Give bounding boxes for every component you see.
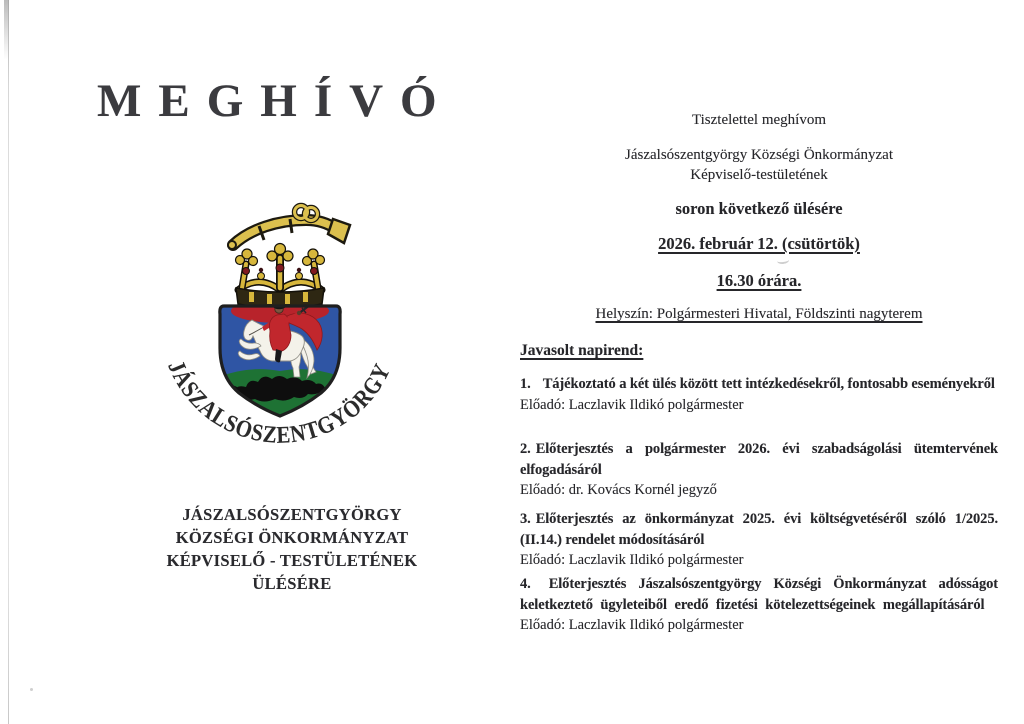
agenda-item-presenter: Előadó: Laczlavik Ildikó polgármester xyxy=(520,617,744,633)
crest-curved-text: JÁSZALSÓSZENTGYÖRGY xyxy=(162,357,398,450)
agenda-item-title: 2. Előterjesztés a polgármester 2026. évi szabadságolási ütemtervének elfogadásáról xyxy=(520,441,998,478)
hunting-horn-icon xyxy=(228,206,350,250)
agenda-item-number: 1. xyxy=(520,376,531,392)
agenda-item-number: 3. xyxy=(520,511,531,527)
salutation: Tisztelettel meghívom xyxy=(691,112,827,128)
scan-artifact-line xyxy=(8,0,9,724)
org-line-4: ÜLÉSÉRE xyxy=(252,574,332,593)
agenda-item-2 xyxy=(520,439,998,501)
agenda-item-presenter: Előadó: dr. Kovács Kornél jegyző xyxy=(520,482,717,498)
meeting-type: soron következő ülésére xyxy=(675,199,843,218)
coat-of-arms xyxy=(156,200,402,452)
agenda-item-presenter: Előadó: Laczlavik Ildikó polgármester xyxy=(520,396,744,413)
agenda-heading: Javasolt napirend: xyxy=(520,342,644,359)
agenda-item-number: 4. xyxy=(520,576,531,592)
meeting-date: 2026. február 12. (csütörtök) xyxy=(658,234,860,253)
meeting-time: 16.30 órára. xyxy=(716,271,802,290)
invitation-body xyxy=(520,0,998,724)
meeting-location: Helyszín: Polgármesteri Hivatal, Földszinti nagyterem xyxy=(595,306,923,322)
scan-artifact-smudge xyxy=(4,0,8,60)
agenda-item-title: 4. Előterjesztés Jászalsószentgyörgy Községi Önkormányzat adósságot keletkeztető ügyleteiből eredő fizetési kötelezettségeinek megállapításáról xyxy=(520,576,998,613)
document-title: MEGHÍVÓ xyxy=(97,75,454,127)
org-body-line: Képviselő-testületének xyxy=(690,167,828,183)
org-name-line: Jászalsószentgyörgy Községi Önkormányzat xyxy=(625,147,893,163)
agenda-item-3 xyxy=(520,509,998,571)
organization-title-block xyxy=(132,503,452,595)
org-line-1: JÁSZALSÓSZENTGYÖRGY xyxy=(182,505,402,524)
scan-artifact-dot xyxy=(30,688,33,691)
shield xyxy=(216,296,344,422)
agenda-item-title: 3. Előterjesztés az önkormányzat 2025. évi költségvetéséről szóló 1/2025. (II.14.) rendelet módosításáról xyxy=(520,511,998,548)
agenda-item-presenter: Előadó: Laczlavik Ildikó polgármester xyxy=(520,552,744,568)
agenda-item-title: 1. Tájékoztató a két ülés között tett intézkedésekről, fontosabb eseményekről xyxy=(520,376,995,392)
org-line-3: KÉPVISELŐ - TESTÜLETÉNEK xyxy=(166,551,418,570)
agenda-item-4 xyxy=(520,574,998,636)
agenda-item-number: 2. xyxy=(520,441,531,457)
org-line-2: KÖZSÉGI ÖNKORMÁNYZAT xyxy=(175,528,409,547)
crown-icon xyxy=(236,244,325,309)
agenda-item-1 xyxy=(520,374,998,415)
